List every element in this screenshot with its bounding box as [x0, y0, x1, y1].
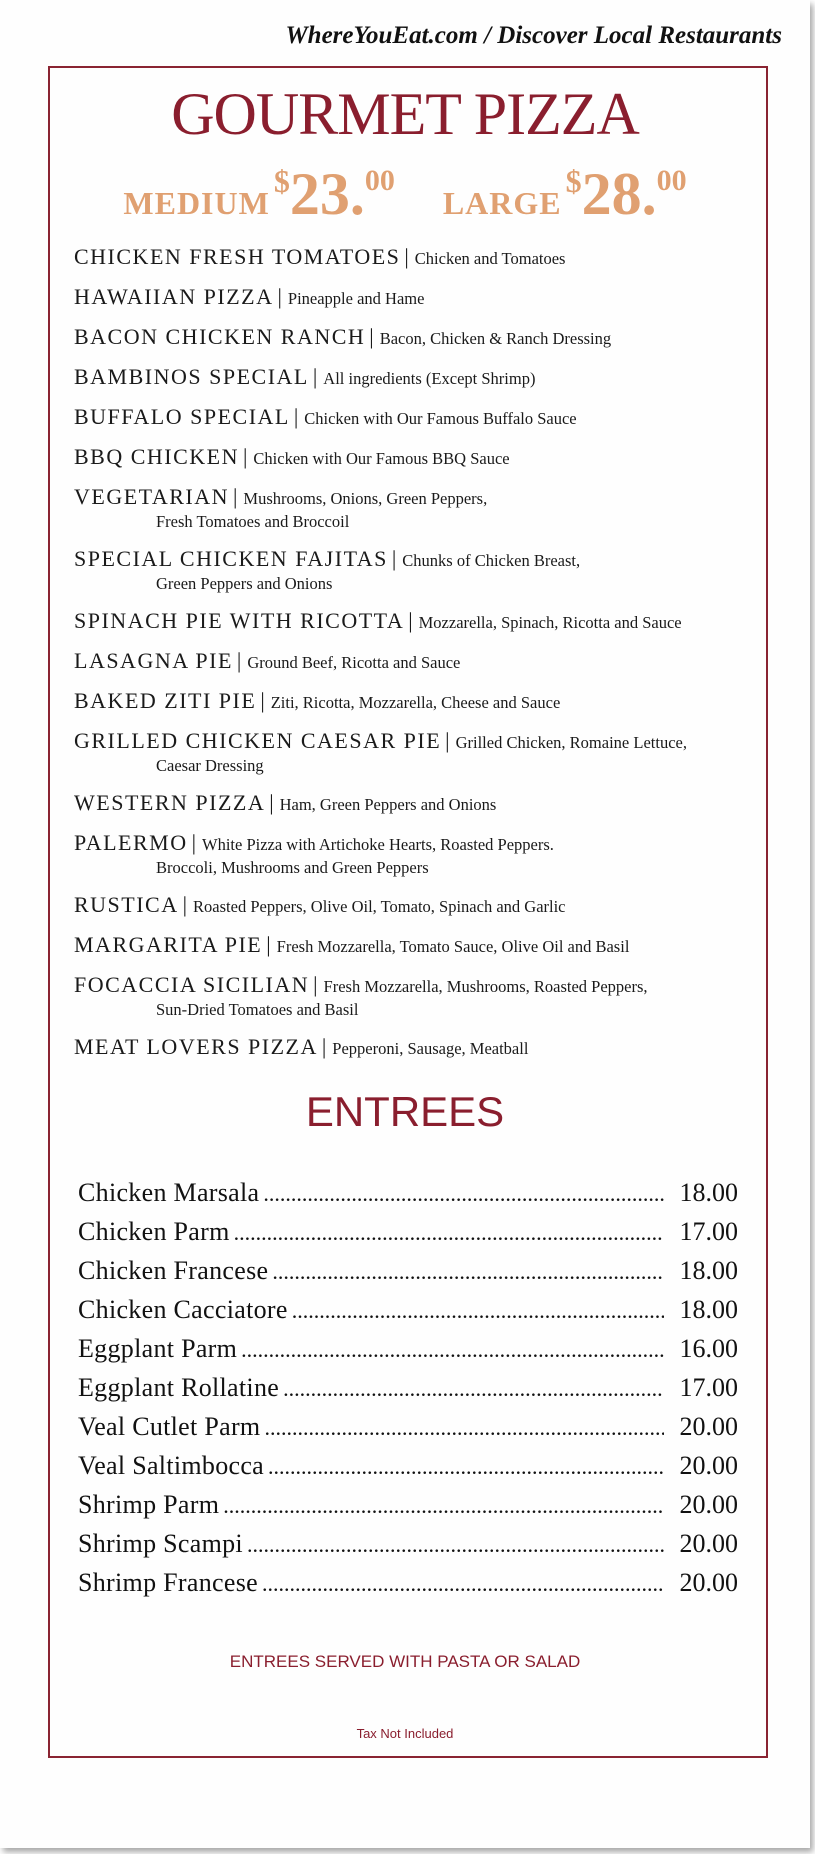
pizza-item: [74, 934, 764, 959]
pizza-name: MARGARITA PIE: [74, 932, 263, 957]
pizza-name: BACON CHICKEN RANCH: [74, 324, 366, 349]
price-cents: 00: [364, 164, 395, 197]
pizza-item: [74, 650, 764, 675]
entree-name: Eggplant Parm: [78, 1334, 238, 1363]
separator: |: [277, 284, 282, 309]
separator: |: [408, 608, 413, 633]
pizza-item: [74, 446, 764, 471]
entree-name: Shrimp Parm: [78, 1490, 220, 1519]
pizza-name: BAMBINOS SPECIAL: [74, 364, 309, 389]
entree-row: [78, 1529, 738, 1568]
dot-leader: [272, 1259, 664, 1285]
pizza-item: [74, 246, 764, 271]
pizza-description: Ham, Green Peppers and Onions: [279, 795, 497, 814]
dot-leader: [241, 1337, 664, 1363]
pizza-item: [74, 1036, 764, 1061]
pizza-name: SPECIAL CHICKEN FAJITAS: [74, 546, 388, 571]
pizza-description-continued: Caesar Dressing: [156, 756, 264, 775]
separator: |: [260, 688, 265, 713]
entree-price: 16.00: [679, 1334, 738, 1363]
entree-price: 18.00: [679, 1295, 738, 1324]
separator: |: [404, 244, 409, 269]
separator: |: [321, 1034, 327, 1059]
pizza-item: [74, 326, 764, 351]
pizza-description: Roasted Peppers, Olive Oil, Tomato, Spinach and Garlic: [193, 897, 566, 916]
pizza-description: Mushrooms, Onions, Green Peppers,: [243, 489, 488, 508]
entree-price: 20.00: [679, 1451, 738, 1480]
entree-price: 17.00: [679, 1373, 738, 1402]
pizza-name: LASAGNA PIE: [74, 648, 233, 673]
dot-leader: [268, 1454, 664, 1480]
entree-name: Chicken Marsala: [78, 1178, 260, 1207]
dot-leader: [283, 1376, 664, 1402]
pizza-item: [74, 832, 764, 879]
pizza-description: White Pizza with Artichoke Hearts, Roasted Peppers.: [202, 835, 554, 854]
pizza-name: MEAT LOVERS PIZZA: [74, 1034, 318, 1059]
pizza-name: FOCACCIA SICILIAN: [74, 972, 310, 997]
entree-name: Chicken Cacciatore: [78, 1295, 288, 1324]
separator: |: [391, 546, 397, 571]
pizza-section-title: GOURMET PIZZA: [171, 81, 639, 147]
separator: |: [313, 972, 318, 997]
separator: |: [312, 364, 318, 389]
pizza-description-continued: Broccoli, Mushrooms and Green Peppers: [156, 858, 429, 877]
separator: |: [369, 324, 374, 349]
entree-name: Shrimp Scampi: [78, 1529, 243, 1558]
entree-name: Veal Cutlet Parm: [78, 1412, 261, 1441]
entree-name: Chicken Parm: [78, 1217, 230, 1246]
pizza-description: Grilled Chicken, Romaine Lettuce,: [455, 733, 687, 752]
pizza-description: Chicken with Our Famous Buffalo Sauce: [304, 409, 577, 428]
dot-leader: [247, 1532, 664, 1558]
separator: |: [191, 830, 197, 855]
pizza-item: [74, 366, 764, 391]
dot-leader: [262, 1571, 664, 1597]
pizza-list: [74, 246, 764, 1076]
pizza-name: HAWAIIAN PIZZA: [74, 284, 274, 309]
size-label: LARGE: [442, 185, 562, 221]
price-cents: 00: [656, 164, 687, 197]
entrees-note: ENTREES SERVED WITH PASTA OR SALAD: [229, 1652, 581, 1671]
pizza-description: Chicken with Our Famous BBQ Sauce: [253, 449, 510, 468]
separator: |: [236, 648, 242, 673]
pizza-name: SPINACH PIE WITH RICOTTA: [74, 608, 405, 633]
dot-leader: [234, 1220, 664, 1246]
pizza-description: Bacon, Chicken & Ranch Dressing: [379, 329, 612, 348]
pizza-description: All ingredients (Except Shrimp): [323, 369, 536, 388]
entree-price: 20.00: [679, 1529, 738, 1558]
pizza-item: [74, 974, 764, 1021]
price-amount: 23.: [289, 161, 365, 227]
separator: |: [445, 728, 450, 753]
entree-row: [78, 1256, 738, 1295]
pizza-description: Pineapple and Hame: [287, 289, 425, 308]
pizza-description-continued: Green Peppers and Onions: [156, 574, 333, 593]
entree-name: Eggplant Rollatine: [78, 1373, 280, 1402]
pizza-name: RUSTICA: [74, 892, 179, 917]
entree-name: Shrimp Francese: [78, 1568, 258, 1597]
dot-leader: [292, 1298, 664, 1324]
pizza-item: [74, 406, 764, 431]
entree-price: 20.00: [679, 1490, 738, 1519]
pizza-description: Chunks of Chicken Breast,: [402, 551, 581, 570]
dollar-sign: $: [273, 163, 290, 199]
separator: |: [182, 892, 188, 917]
pizza-description: Fresh Mozzarella, Tomato Sauce, Olive Oil and Basil: [276, 937, 630, 956]
pizza-description: Ground Beef, Ricotta and Sauce: [247, 653, 461, 672]
separator: |: [293, 404, 299, 429]
entree-price: 18.00: [679, 1178, 738, 1207]
entree-row: [78, 1217, 738, 1256]
pizza-description-continued: Sun-Dried Tomatoes and Basil: [156, 1000, 359, 1019]
pizza-name: BUFFALO SPECIAL: [74, 404, 290, 429]
site-header: WhereYouEat.com / Discover Local Restaurants: [285, 22, 782, 49]
entree-row: [78, 1373, 738, 1412]
entree-row: [78, 1334, 738, 1373]
pizza-description: Pepperoni, Sausage, Meatball: [332, 1039, 529, 1058]
pizza-name: WESTERN PIZZA: [74, 790, 266, 815]
pizza-name: PALERMO: [74, 830, 188, 855]
entree-name: Veal Saltimbocca: [78, 1451, 265, 1480]
price-amount: 28.: [581, 161, 657, 227]
separator: |: [269, 790, 274, 815]
pizza-item: [74, 486, 764, 533]
entree-row: [78, 1568, 738, 1607]
dollar-sign: $: [565, 163, 582, 199]
pizza-description-continued: Fresh Tomatoes and Broccoil: [156, 512, 350, 531]
entrees-section-title: ENTREES: [305, 1088, 505, 1135]
pizza-prices: [0, 160, 810, 229]
pizza-item: [74, 894, 764, 919]
pizza-item: [74, 690, 764, 715]
pizza-name: CHICKEN FRESH TOMATOES: [74, 244, 401, 269]
pizza-description: Fresh Mozzarella, Mushrooms, Roasted Peppers,: [323, 977, 648, 996]
entree-row: [78, 1178, 738, 1217]
pizza-item: [74, 610, 764, 635]
pizza-item: [74, 792, 764, 817]
medium-price: [123, 160, 394, 229]
pizza-description: Chicken and Tomatoes: [414, 249, 566, 268]
pizza-item: [74, 286, 764, 311]
dot-leader: [263, 1181, 664, 1207]
large-price: [443, 160, 687, 229]
tax-note: Tax Not Included: [356, 1726, 454, 1741]
dot-leader: [223, 1493, 664, 1519]
entree-price: 18.00: [679, 1256, 738, 1285]
entree-list: [78, 1178, 738, 1607]
separator: |: [266, 932, 271, 957]
size-label: MEDIUM: [123, 185, 270, 221]
pizza-name: BBQ CHICKEN: [74, 444, 240, 469]
pizza-name: BAKED ZITI PIE: [74, 688, 257, 713]
separator: |: [233, 484, 238, 509]
pizza-description: Ziti, Ricotta, Mozzarella, Cheese and Sauce: [270, 693, 561, 712]
pizza-name: VEGETARIAN: [74, 484, 229, 509]
entree-price: 17.00: [679, 1217, 738, 1246]
entree-row: [78, 1412, 738, 1451]
entree-row: [78, 1451, 738, 1490]
entree-name: Chicken Francese: [78, 1256, 269, 1285]
dot-leader: [264, 1415, 664, 1441]
separator: |: [243, 444, 248, 469]
pizza-item: [74, 730, 764, 777]
entree-price: 20.00: [679, 1412, 738, 1441]
pizza-name: GRILLED CHICKEN CAESAR PIE: [74, 728, 442, 753]
entree-row: [78, 1490, 738, 1529]
entree-row: [78, 1295, 738, 1334]
entree-price: 20.00: [679, 1568, 738, 1597]
pizza-item: [74, 548, 764, 595]
pizza-description: Mozzarella, Spinach, Ricotta and Sauce: [418, 613, 682, 632]
